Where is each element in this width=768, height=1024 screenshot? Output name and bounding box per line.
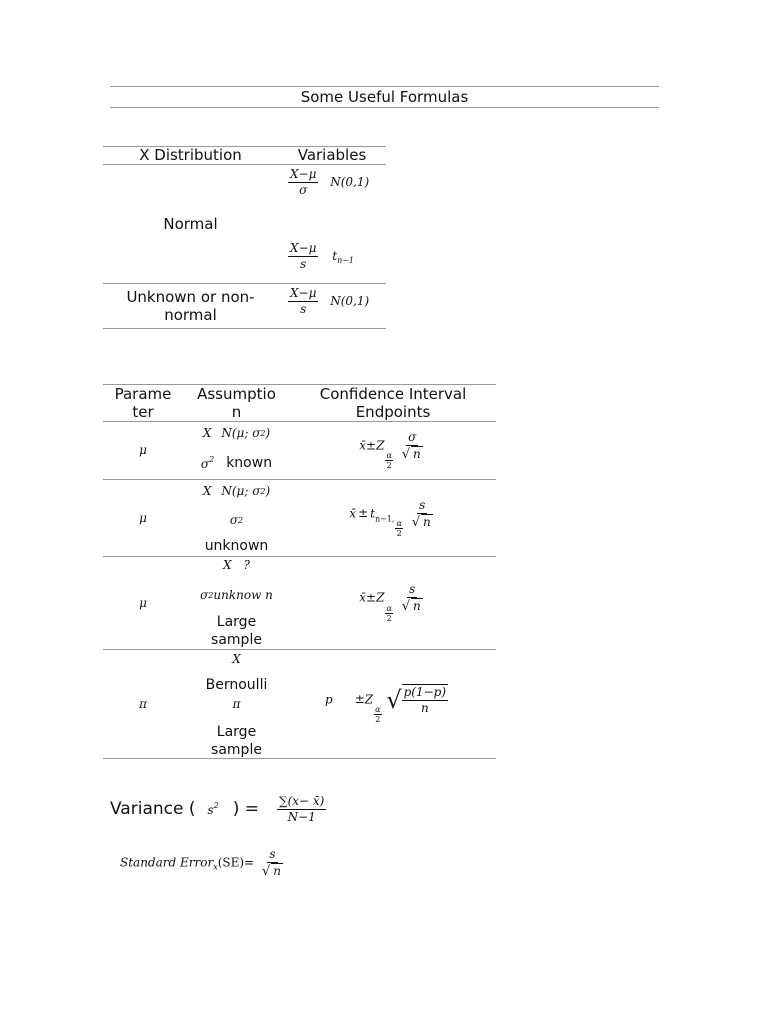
assumption-sigma-squared: σ 2 <box>229 513 244 527</box>
table-rule <box>103 758 496 759</box>
assumption-unknown-dist: X ? <box>223 558 250 572</box>
t-variable-formula <box>286 239 386 273</box>
fraction-denominator: s <box>300 301 307 316</box>
header-parameter: Parame ter <box>114 385 172 421</box>
table-rule <box>103 328 386 329</box>
z-variable-formula-s <box>286 284 386 318</box>
ci-formula-proportion: p ±Z $\frac{\alpha}{2}$ √ $\frac{p(1-p)}{n}$ <box>325 684 447 725</box>
fraction-numerator: X−μ <box>290 240 317 255</box>
ci-formula-t: x̄ ± $t_{n-1,}$ $\frac{\alpha}{2}$ $\frac{s}{√ n}$ <box>349 497 431 539</box>
header-variables: Variables <box>297 146 367 164</box>
row-label-unknown: Unknown or non- normal <box>126 288 255 324</box>
assumption-variance-unknown: unknown <box>204 538 269 554</box>
parameter-cell: μ <box>139 443 147 457</box>
header-x-distribution: X Distribution <box>139 146 242 164</box>
standard-normal: N(0,1) <box>330 174 370 189</box>
variance-formula <box>110 788 328 830</box>
ci-formula-z-sigma: x̄±Z $\frac{\alpha}{2}$ $\frac{\sigma}{√ n}$ <box>359 429 421 471</box>
title-bar <box>110 86 659 108</box>
assumption-x: X <box>232 652 241 666</box>
variance-label: Variance ( <box>110 799 196 819</box>
assumption-sigma-unknown: σ 2 unknow n <box>200 588 273 602</box>
standard-normal: N(0,1) <box>330 293 370 308</box>
ci-formula-z-s: x̄±Z $\frac{\alpha}{2}$ $\frac{s}{√ n}$ <box>359 582 421 623</box>
assumption-large-sample: Large sample <box>211 614 262 648</box>
fraction-numerator: X−μ <box>290 166 317 181</box>
standard-error-label: Standard Error <box>120 855 214 870</box>
assumption-large-sample: Large sample <box>211 724 262 758</box>
z-variable-formula <box>286 165 386 199</box>
assumption-distribution: X N(μ; σ 2 ) <box>202 426 271 440</box>
standard-error-formula: Standard Error$_x$(SE)= $\frac{s}{√ n}$ <box>120 847 281 879</box>
header-ci-endpoints: Confidence Interval Endpoints <box>319 385 467 421</box>
fraction-numerator: X−μ <box>290 285 317 300</box>
variance-symbol: $s^2$ <box>207 801 219 817</box>
variance-fraction: $\frac{\sum(x- x̄)}{N-1}$ <box>279 793 325 824</box>
assumption-distribution: X N(μ; σ 2 ) <box>202 484 271 498</box>
t-distribution: $t_{n-1}$ <box>332 248 355 265</box>
page-title: Some Useful Formulas <box>300 88 469 106</box>
variance-equals: ) = <box>232 799 260 819</box>
assumption-variance-known: $\sigma^2$ known <box>200 455 273 471</box>
parameter-cell: π <box>139 697 147 711</box>
assumption-bernoulli-param: π <box>232 697 241 711</box>
parameter-cell: μ <box>139 511 147 525</box>
row-label-normal: Normal <box>163 215 218 233</box>
parameter-cell: μ <box>139 595 147 610</box>
fraction-denominator: s <box>300 256 307 271</box>
header-assumption: Assumptio n <box>197 385 276 421</box>
assumption-bernoulli: Bernoulli <box>205 677 268 693</box>
fraction-denominator: σ <box>299 182 308 197</box>
